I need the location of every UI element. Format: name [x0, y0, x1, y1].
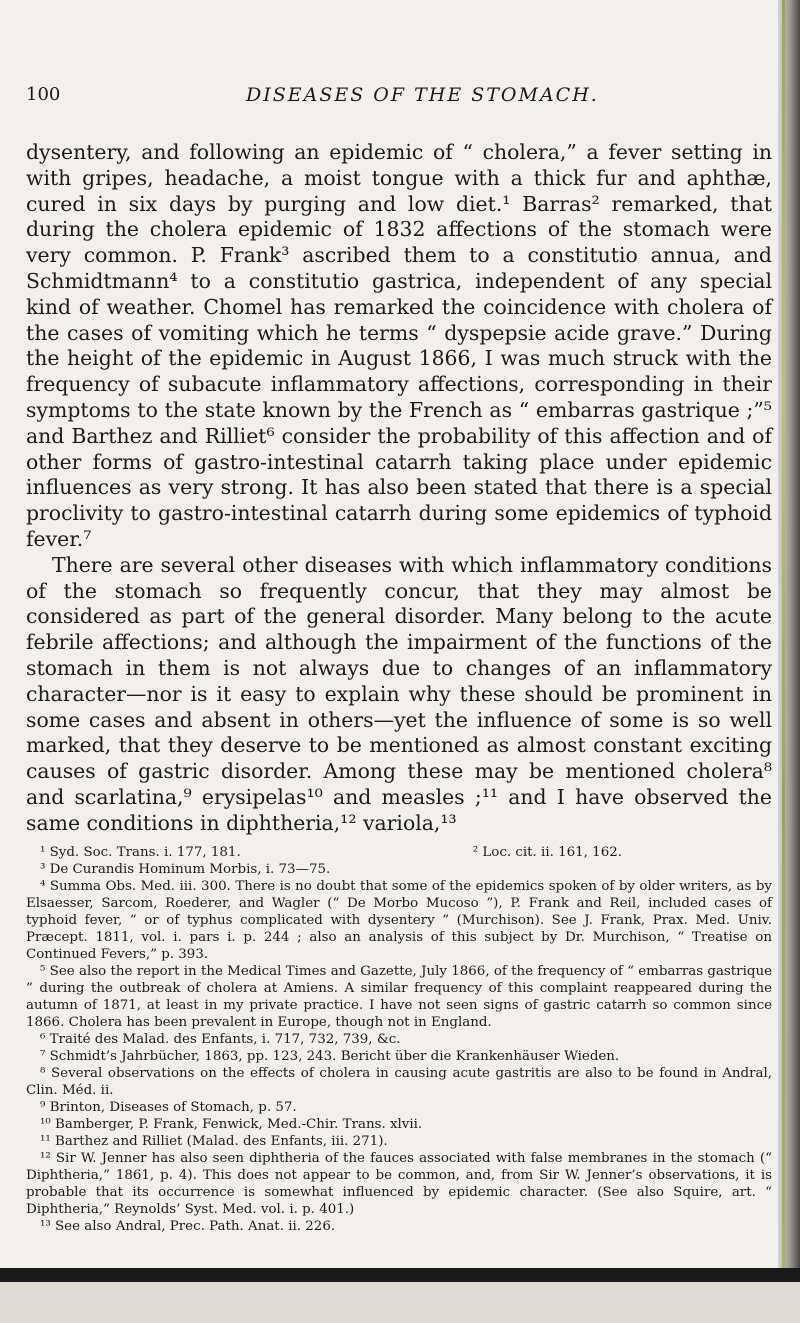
footnote: ⁸ Several observations on the effects of cholera in causing acute gastritis are also to be found in Andral, Clin. Méd. ii.: [26, 1066, 772, 1098]
body-text: [26, 140, 772, 837]
footnote: ⁷ Schmidt’s Jahrbücher, 1863, pp. 123, 243. Bericht über die Krankenhäuser Wieden.: [40, 1049, 620, 1064]
footnote: ⁶ Traité des Malad. des Enfants, i. 717, 732, 739, &c.: [40, 1032, 401, 1047]
footnote: ⁵ See also the report in the Medical Times and Gazette, July 1866, of the frequency of “ embarras gastrique ” during the outbreak of cholera at Amiens. A similar frequency of this complaint reappeared during the autumn of 1871, at least in my private practice. I have not seen signs of gastric catarrh so common since 1866. Cholera has been prevalent in Europe, though not in England.: [26, 964, 772, 1030]
page-edge-shadow: [778, 0, 800, 1323]
footnotes: [26, 844, 772, 1235]
footnote: ¹ Syd. Soc. Trans. i. 177, 181.: [40, 845, 241, 860]
scan-bottom-margin: [0, 1282, 800, 1323]
footnote: ¹⁰ Bamberger, P. Frank, Fenwick, Med.-Chir. Trans. xlvii.: [40, 1117, 423, 1132]
footnote: ¹³ See also Andral, Prec. Path. Anat. ii. 226.: [40, 1219, 336, 1234]
page-number: 100: [26, 84, 61, 105]
body-paragraph: There are several other diseases with which inflammatory conditions of the stomach so frequently concur, that they may almost be considered as part of the general disorder. Many belong to the acute febrile affections; and although the impairment of the functions of the stomach in them is not always due to changes of an inflammatory character—nor is it easy to explain why these should be prominent in some cases and absent in others—yet the influence of some is so well marked, that they deserve to be mentioned as almost constant exciting causes of gastric disorder. Among these may be mentioned cholera⁸ and scarlatina,⁹ erysipelas¹⁰ and measles ;¹¹ and I have observed the same conditions in diphtheria,¹² variola,¹³: [26, 552, 772, 835]
footnote: ² Loc. cit. ii. 161, 162.: [472, 845, 622, 860]
running-head: DISEASES OF THE STOMACH.: [246, 84, 599, 106]
footnote: ¹² Sir W. Jenner has also seen diphtheria of the fauces associated with false membranes in the stomach (“ Diphtheria,” 1861, p. 4). This does not appear to be common, and, from Sir W. Jenner’s observations, it is probable that its occurrence is somewhat influenced by epidemic character. (See also Squire, art. “ Diphtheria,” Reynolds’ Syst. Med. vol. i. p. 401.): [26, 1151, 772, 1217]
footnote: ³ De Curandis Hominum Morbis, i. 73—75.: [40, 862, 331, 877]
scan-dark-band: [0, 1268, 800, 1282]
body-paragraph: dysentery, and following an epidemic of “ cholera,” a fever setting in with gripes, headache, a moist tongue with a thick fur and aphthæ, cured in six days by purging and low diet.¹ Barras² remarked, that during the cholera epidemic of 1832 affections of the stomach were very common. P. Frank³ ascribed them to a constitutio annua, and Schmidtmann⁴ to a constitutio gastrica, independent of any special kind of weather. Chomel has remarked the coincidence with cholera of the cases of vomiting which he terms “ dyspepsie acide grave.” During the height of the epidemic in August 1866, I was much struck with the frequency of subacute inflammatory affections, corresponding in their symptoms to the state known by the French as “ embarras gastrique ;”⁵ and Barthez and Rilliet⁶ consider the probability of this affection and of other forms of gastro-intestinal catarrh taking place under epidemic influences as very strong. It has also been stated that there is a special proclivity to gastro-intestinal catarrh during some epidemics of typhoid fever.⁷: [26, 140, 772, 551]
footnote: ⁹ Brinton, Diseases of Stomach, p. 57.: [40, 1100, 297, 1115]
footnote: ⁴ Summa Obs. Med. iii. 300. There is no doubt that some of the epidemics spoken of by older writers, as by Elsaesser, Sarcom, Roederer, and Wagler (“ De Morbo Mucoso ”), P. Frank and Reil, included cases of typhoid fever, “ or of typhus complicated with dysentery ” (Murchison). See J. Frank, Prax. Med. Univ. Præcept. 1811, vol. i. pars i. p. 244 ; also an analysis of this subject by Dr. Murchison, “ Treatise on Continued Fevers,” p. 393.: [26, 879, 772, 962]
footnote: ¹¹ Barthez and Rilliet (Malad. des Enfants, iii. 271).: [40, 1134, 388, 1149]
page-header: [26, 84, 772, 112]
footnote-row: [26, 844, 772, 861]
